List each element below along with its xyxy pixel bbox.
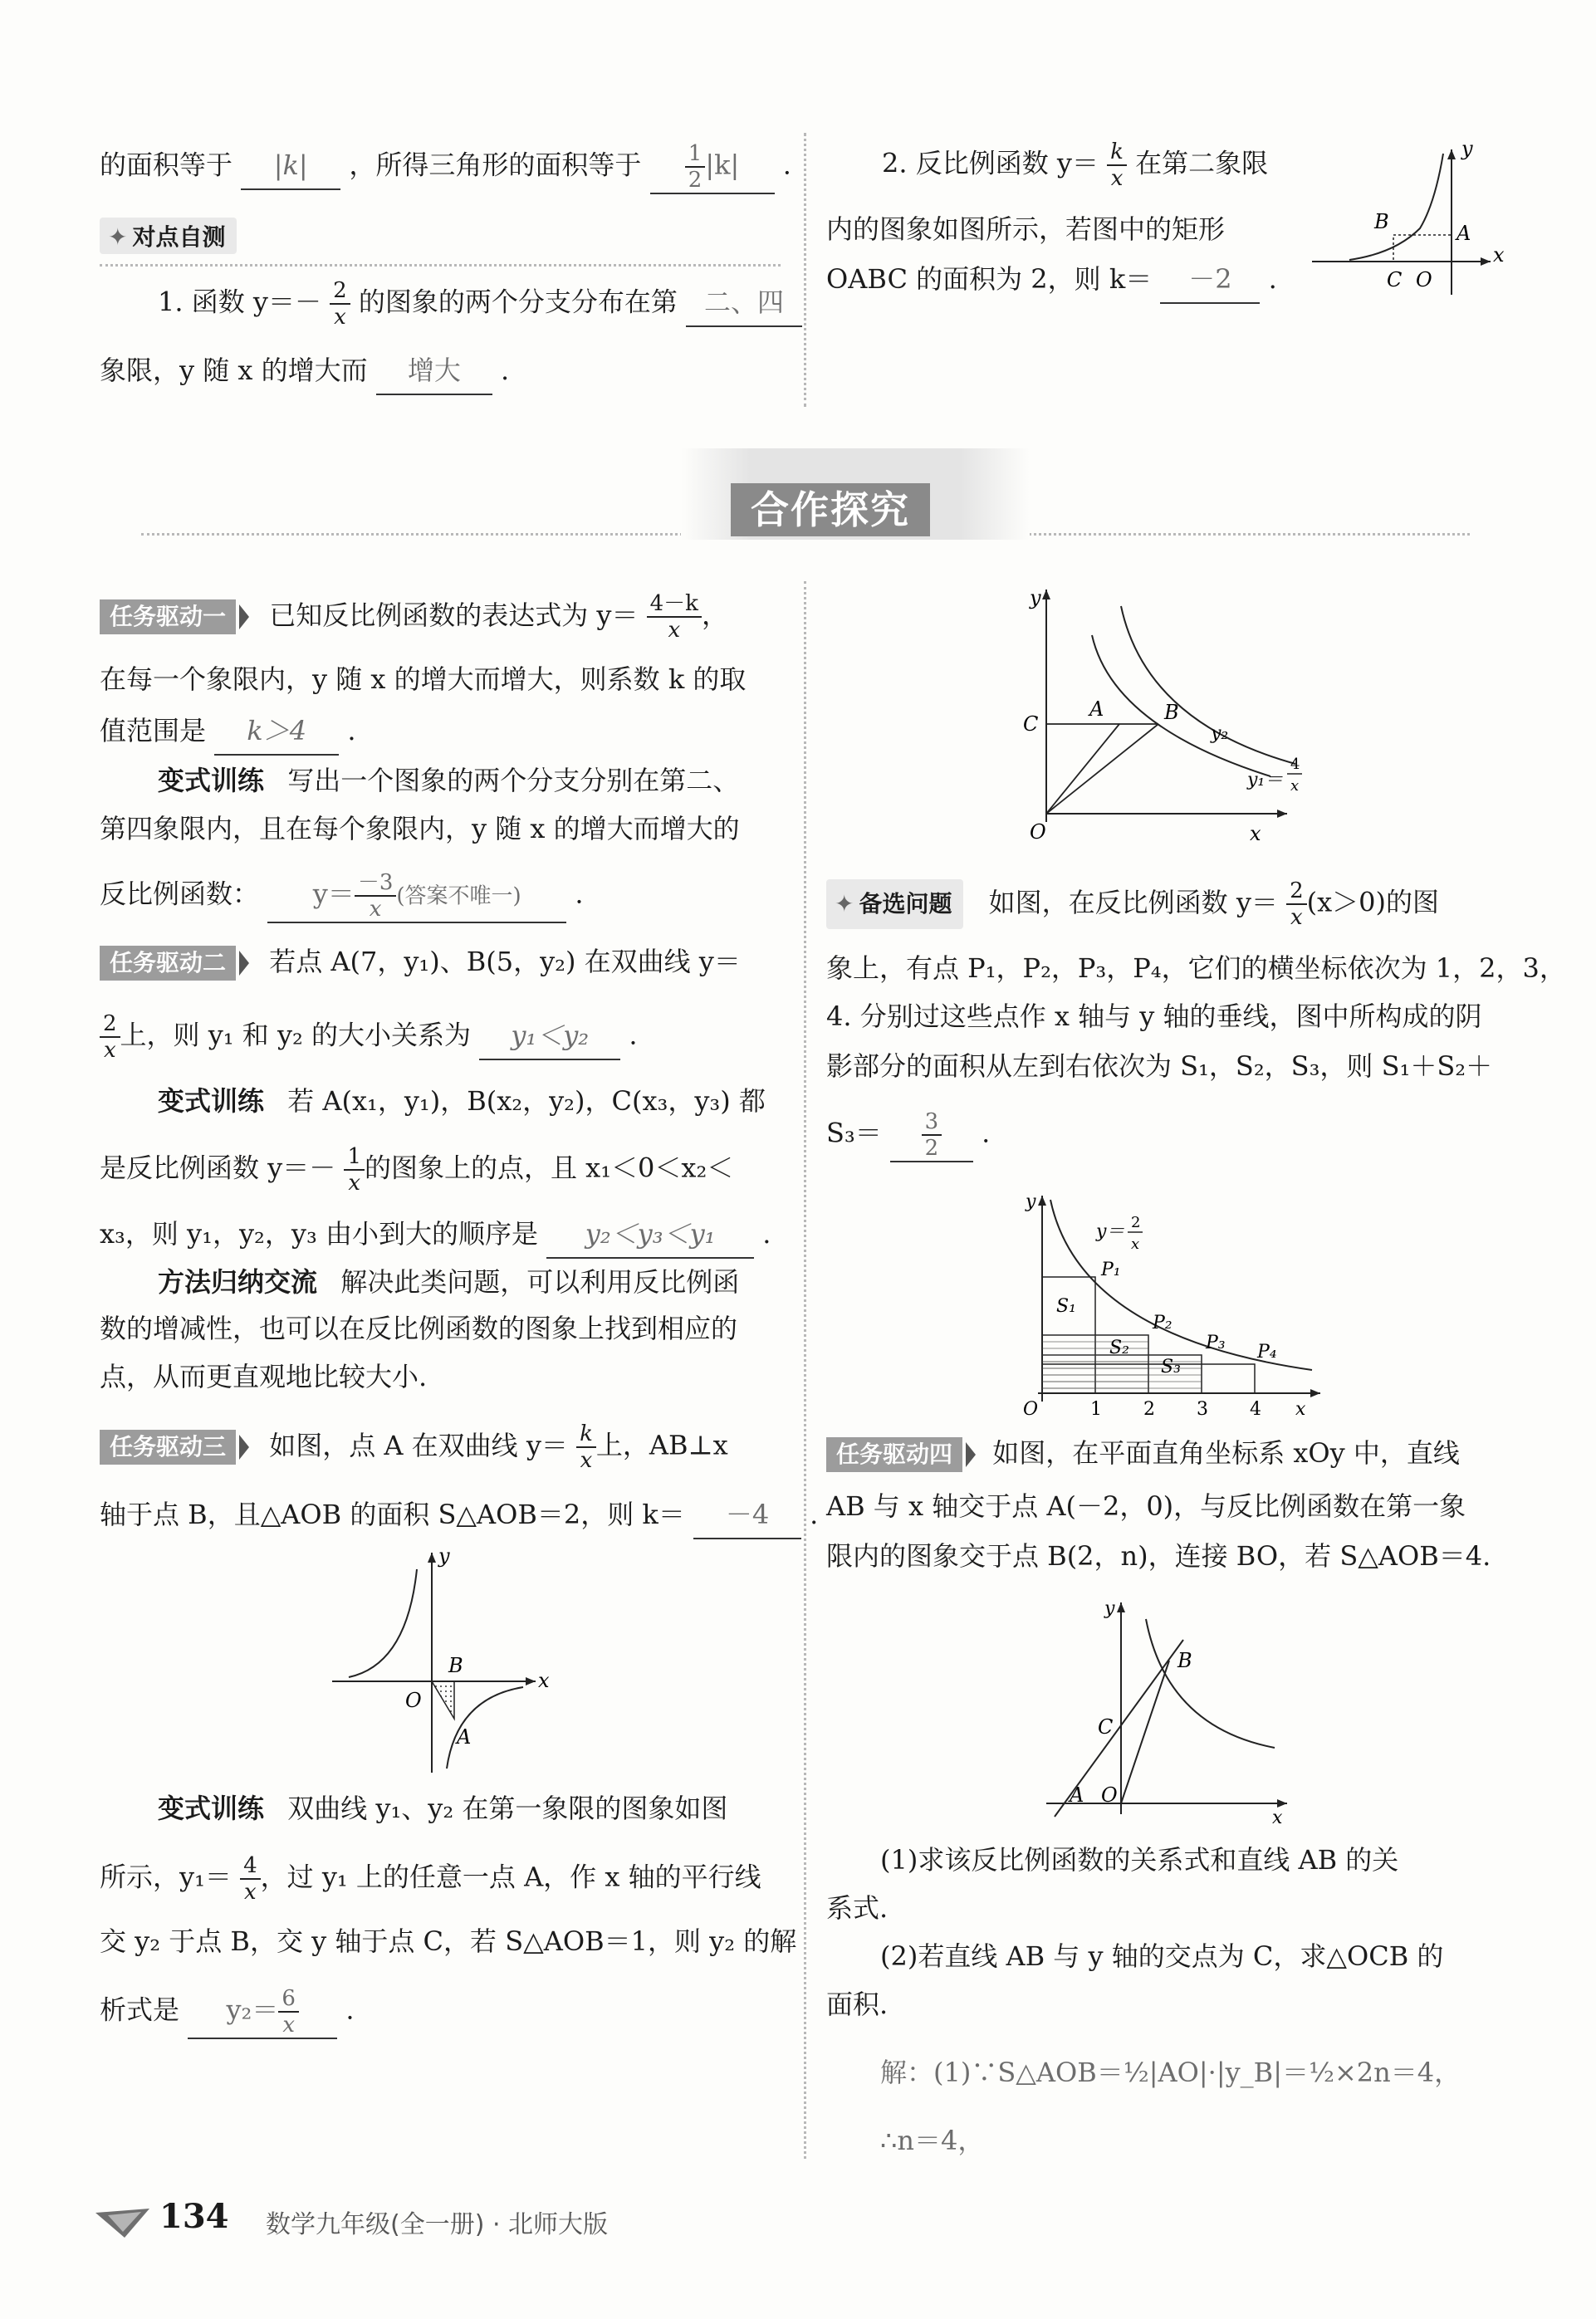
- area-S2-label: S₂: [1109, 1338, 1129, 1358]
- task3-variant-line2: 所示，y₁＝ $\frac{4}{x}$ ，过 y₁ 上的任意一点 A，作 x 轴的平行线: [100, 1853, 761, 1905]
- optional-line1: ✦ 备选问题 如图，在反比例函数 y＝ $\frac{2}{x}$ (x＞0)的图: [826, 878, 1439, 930]
- selftest-q2-line3: OABC 的面积为 2，则 k＝ －2 .: [826, 256, 1277, 304]
- graph-task4: [1038, 1594, 1304, 1827]
- point-C-label: C: [1387, 268, 1403, 291]
- task1-variant-line3: 反比例函数： y＝ $\frac{-3}{x}$ (答案不唯一) .: [100, 870, 584, 922]
- selftest-q1-line2: 象限，y 随 x 的增大而 增大 .: [100, 347, 509, 395]
- task3-variant-line4: 析式是 y₂＝ $\frac{6}{x}$ .: [100, 1986, 355, 2038]
- book-title: 数学九年级(全一册) · 北师大版: [266, 2210, 609, 2239]
- task1-variant-line2: 第四象限内，且在每个象限内，y 随 x 的增大而增大的: [100, 813, 740, 844]
- curve-label: y＝: [1096, 1221, 1125, 1242]
- axis-x-label: x: [1493, 243, 1505, 267]
- tick-3: 3: [1197, 1399, 1208, 1420]
- point-B-label: B: [1164, 701, 1179, 724]
- task4-q1-line2: 系式.: [826, 1892, 889, 1924]
- answer-blank: $\frac{3}{2}$: [890, 1109, 973, 1162]
- answer-blank: |k|: [241, 142, 340, 190]
- optional-line4: 影部分的面积从左到右依次为 S₁，S₂，S₃，则 S₁＋S₂＋: [826, 1050, 1493, 1082]
- answer-blank: y＝ $\frac{-3}{x}$ (答案不唯一): [267, 870, 566, 923]
- optional-line2: 象上，有点 P₁，P₂，P₃，P₄，它们的横坐标依次为 1，2，3，: [826, 952, 1566, 984]
- axis-y-label: y: [1104, 1598, 1115, 1619]
- method-line2: 数的增减性，也可以在反比例函数的图象上找到相应的: [100, 1313, 738, 1344]
- curve-y1-num: 4: [1290, 756, 1300, 773]
- method-line1: 方法归纳交流 解决此类问题，可以利用反比例函: [158, 1266, 740, 1298]
- answer-blank: －2: [1160, 256, 1260, 304]
- axis-y-label: y: [438, 1544, 450, 1568]
- task1-line3: 值范围是 k＞4 .: [100, 707, 356, 756]
- curve-y1-den: x: [1290, 777, 1300, 795]
- curve-num: 2: [1131, 1214, 1141, 1231]
- curve-y1-label: y₁＝: [1247, 770, 1284, 790]
- graph-task3: [324, 1544, 565, 1777]
- tick-1: 1: [1090, 1399, 1102, 1420]
- method-line3: 点，从而更直观地比较大小.: [100, 1361, 428, 1392]
- task1-variant-line1: 变式训练 写出一个图象的两个分支分别在第二、: [158, 765, 740, 796]
- task1-line2: 在每一个象限内，y 随 x 的增大而增大，则系数 k 的取: [100, 663, 747, 695]
- task4-q2-line2: 面积.: [826, 1989, 889, 2020]
- page-number: 134: [159, 2197, 229, 2236]
- axis-x-label: x: [1272, 1808, 1283, 1827]
- task1-line1: 任务驱动一 已知反比例函数的表达式为 y＝ $\frac{4-k}{x}$ ，: [100, 591, 728, 643]
- optional-line5: S₃＝ $\frac{3}{2}$ .: [826, 1109, 991, 1161]
- task1-tag: 任务驱动一: [100, 599, 236, 634]
- selftest-label: ✦ 对点自测: [100, 218, 237, 254]
- answer-blank: 二、四: [686, 279, 802, 327]
- point-B-label: B: [448, 1654, 463, 1677]
- graph-q2: [1304, 137, 1520, 303]
- task2-line1: 任务驱动二 若点 A(7，y₁)、B(5，y₂) 在双曲线 y＝: [100, 938, 741, 985]
- point-P3-label: P₃: [1206, 1333, 1226, 1353]
- point-B-label: B: [1177, 1649, 1192, 1672]
- task3-line1: 任务驱动三 如图，点 A 在双曲线 y＝ $\frac{k}{x}$ 上，AB⊥x: [100, 1421, 728, 1473]
- area-S1-label: S₁: [1056, 1296, 1076, 1317]
- tick-4: 4: [1250, 1399, 1261, 1420]
- solution-line1: 解：(1)∵S△AOB＝½|AO|·|y_B|＝½×2n＝4，: [880, 2057, 1461, 2088]
- answer-blank: k＞4: [214, 707, 339, 756]
- footer-logo-icon: [91, 2200, 158, 2242]
- solution-line2: ∴n＝4，: [880, 2125, 985, 2156]
- answer-blank: y₂＜y₃＜y₁: [546, 1211, 754, 1259]
- origin-label: O: [1023, 1399, 1039, 1420]
- task4-line2: AB 与 x 轴交于点 A(－2，0)，与反比例函数在第一象: [826, 1490, 1466, 1522]
- origin-label: O: [1101, 1783, 1118, 1807]
- task2-tag: 任务驱动二: [100, 946, 236, 981]
- task2-variant-line1: 变式训练 若 A(x₁，y₁)，B(x₂，y₂)，C(x₃，y₃) 都: [158, 1085, 766, 1117]
- answer-blank: $\frac{1}{2}$ |k|: [650, 141, 775, 194]
- point-C-label: C: [1023, 712, 1039, 736]
- point-C-label: C: [1098, 1715, 1114, 1739]
- task3-line2: 轴于点 B，且△AOB 的面积 S△AOB＝2，则 k＝ －4 .: [100, 1491, 818, 1539]
- column-divider: [804, 581, 806, 2159]
- point-A-label: A: [1456, 222, 1471, 245]
- graph-task3-variant: [1013, 573, 1329, 855]
- point-P4-label: P₄: [1257, 1342, 1277, 1363]
- selftest-q2-line2: 内的图象如图所示，若图中的矩形: [826, 213, 1226, 245]
- task3-variant-line1: 变式训练 双曲线 y₁、y₂ 在第一象限的图象如图: [158, 1793, 728, 1824]
- axis-y-label: y: [1026, 1191, 1036, 1212]
- selftest-q1: 1. 函数 y＝－ $\frac{2}{x}$ 的图象的两个分支分布在第 二、四: [158, 278, 802, 330]
- point-A-label: A: [1070, 1783, 1084, 1807]
- task2-variant-line3: x₃，则 y₁，y₂，y₃ 由小到大的顺序是 y₂＜y₃＜y₁ .: [100, 1211, 771, 1259]
- answer-blank: y₂＝ $\frac{6}{x}$: [188, 1986, 337, 2039]
- axis-x-label: x: [1250, 822, 1261, 845]
- area-S3-label: S₃: [1161, 1357, 1181, 1377]
- axis-x-label: x: [1295, 1399, 1306, 1420]
- curve-den: x: [1131, 1235, 1140, 1253]
- optional-line3: 4. 分别过这些点作 x 轴与 y 轴的垂线，图中所构成的阴: [826, 1000, 1482, 1032]
- point-A-label: A: [457, 1725, 472, 1749]
- graph-optional: [1013, 1179, 1337, 1420]
- answer-blank: －4: [693, 1491, 801, 1539]
- point-A-label: A: [1089, 697, 1104, 721]
- axis-y-label: y: [1461, 137, 1473, 160]
- task4-q2-line1: (2)若直线 AB 与 y 轴的交点为 C，求△OCB 的: [880, 1940, 1444, 1972]
- task4-tag: 任务驱动四: [826, 1437, 962, 1472]
- section-banner: 合作探究: [731, 483, 930, 536]
- task3-tag: 任务驱动三: [100, 1430, 236, 1465]
- origin-label: O: [1030, 820, 1046, 844]
- task4-line3: 限内的图象交于点 B(2，n)，连接 BO，若 S△AOB＝4.: [826, 1540, 1491, 1572]
- curve-y2-label: y₂: [1211, 723, 1229, 744]
- task4-q1-line1: (1)求该反比例函数的关系式和直线 AB 的关: [880, 1844, 1399, 1876]
- task4-line1: 任务驱动四 如图，在平面直角坐标系 xOy 中，直线: [826, 1430, 1460, 1476]
- task2-variant-line2: 是反比例函数 y＝－ $\frac{1}{x}$ 的图象上的点，且 x₁＜0＜x₂＜: [100, 1144, 734, 1196]
- origin-label: O: [405, 1689, 422, 1712]
- answer-blank: y₁＜y₂: [479, 1012, 620, 1060]
- selftest-q2: 2. 反比例函数 y＝ $\frac{k}{x}$ 在第二象限: [882, 139, 1269, 191]
- task2-line2: $\frac{2}{x}$ 上，则 y₁ 和 y₂ 的大小关系为 y₁＜y₂ .: [100, 1011, 638, 1063]
- axis-x-label: x: [538, 1669, 550, 1692]
- point-P2-label: P₂: [1153, 1313, 1173, 1333]
- column-divider: [804, 133, 806, 407]
- answer-blank: 增大: [376, 347, 492, 395]
- top-left-line1: 的面积等于 |k| ，所得三角形的面积等于 $\frac{1}{2}$ |k| .: [100, 141, 791, 193]
- point-P1-label: P₁: [1101, 1260, 1121, 1280]
- divider: [100, 264, 781, 267]
- point-B-label: B: [1374, 210, 1389, 233]
- tick-2: 2: [1143, 1399, 1155, 1420]
- axis-y-label: y: [1030, 586, 1041, 609]
- origin-label: O: [1416, 268, 1432, 291]
- task3-variant-line3: 交 y₂ 于点 B，交 y 轴于点 C，若 S△AOB＝1，则 y₂ 的解: [100, 1925, 797, 1957]
